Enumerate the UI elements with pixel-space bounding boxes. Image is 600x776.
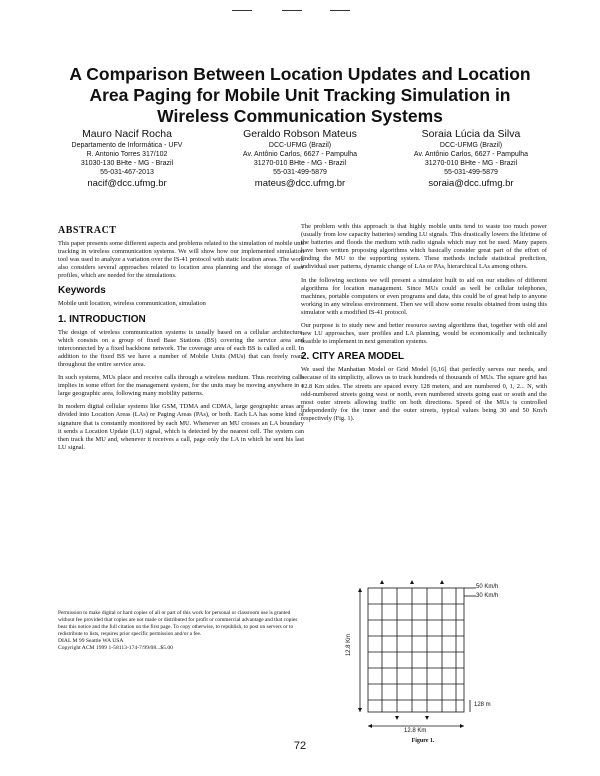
title-line: Area Paging for Mobile Unit Tracking Simulation in bbox=[89, 85, 511, 105]
body-paragraph: In the following sections we will present a simulator built to aid on our studies of different algorithms for location management. Since MUs could as well be cellular telephones, machines, portable computers or even programs and data, this could be of great help to anyone working in any wireless environment. Then we will show some results obtained from using this simulator with a modified IS-41 protocol. bbox=[301, 276, 547, 316]
author-email: nacif@dcc.ufmg.br bbox=[87, 178, 167, 189]
author-2 bbox=[215, 128, 385, 190]
permission-notice bbox=[58, 610, 304, 652]
author-name: Geraldo Robson Mateus bbox=[243, 128, 357, 140]
author-email: soraia@dcc.ufmg.br bbox=[428, 178, 514, 189]
venue-line: DIAL M 99 Seattle WA USA bbox=[58, 638, 124, 644]
figure-caption: Figure 1. bbox=[411, 738, 435, 744]
page-number: 72 bbox=[293, 740, 307, 752]
author-city: 31270-010 BHte - MG - Brazil bbox=[424, 160, 518, 167]
author-name: Soraia Lúcia da Silva bbox=[421, 128, 521, 140]
author-affiliation: DCC-UFMG (Brazil) bbox=[439, 142, 503, 149]
side-length-label: 12.8 Km bbox=[346, 633, 353, 657]
author-phone: 55-031-499-5879 bbox=[444, 169, 498, 176]
author-address: R. Antonio Torres 317/102 bbox=[86, 151, 168, 158]
author-affiliation: Departamento de Informática - UFV bbox=[71, 142, 183, 149]
keywords-text: Mobile unit location, wireless communication, simulation bbox=[58, 300, 206, 308]
inner-speed-label: 30 Km/h bbox=[476, 593, 499, 599]
right-column bbox=[301, 223, 547, 428]
title-line: Wireless Communication Systems bbox=[157, 106, 443, 126]
author-phone: 55-031-467-2013 bbox=[100, 169, 154, 176]
paper-title bbox=[50, 64, 550, 127]
body-paragraph: Our purpose is to study new and better resource saving algorithms that, together with old and new LU approaches, user profiles and LA planning, would be economically and technically feasible to implement in next generation systems. bbox=[301, 322, 547, 346]
abstract-heading: ABSTRACT bbox=[58, 225, 117, 236]
author-3 bbox=[386, 128, 556, 190]
abstract-text: This paper presents some different aspects and problems related to the simulation of mobile unit tracking in wireless communication systems. We will show how our implemented simulation tool was used to analyze a variation over the IS-41 protocol with static location areas. The work also considers several approaches related to location area planning and the storage of user profiles, which are needed for the simulations. bbox=[58, 240, 304, 280]
grid-diagram bbox=[352, 580, 494, 740]
author-email: mateus@dcc.ufmg.br bbox=[254, 178, 346, 189]
body-paragraph: The problem with this approach is that highly mobile units tend to waste too much power (usually from low capacity batteries) sending LU signals. This drastically lowers the lifetime of the batteries and floods the medium with radio signals which may not be used. Many papers have been written proposing algorithms which basically consider great part of the effort of finding the MU to the supporting system. These methods include statistical prediction, individual user patterns, dynamic change of LAs or PAs, hierarchical LAs among others. bbox=[301, 223, 547, 271]
title-line: A Comparison Between Location Updates and Location bbox=[69, 64, 531, 84]
permission-text: Permission to make digital or hard copies of all or part of this work for personal or classroom use is granted without fee provided that copies are not made or distributed for profit or commercial advantage and that copies bear this notice and the full citation on the first page. To copy otherwise, to republish, to post on servers or to redistribute to lists, requires prior specific permission and/or a fee. bbox=[58, 610, 298, 637]
street-spacing-label: 128 m bbox=[474, 702, 491, 708]
figure-1 bbox=[346, 580, 499, 746]
intro-paragraph: In such systems, MUs place and receive calls through a wireless medium. Thus receiving calls implies in some effort for the management system, for the units may be moving anywhere in a large geographic area, following many mobility patterns. bbox=[58, 374, 304, 398]
copyright-line: Copyright ACM 1999 1-58113-174-7/99/08...$5.00 bbox=[58, 645, 173, 651]
author-1 bbox=[42, 128, 212, 190]
author-address: Av. Antônio Carlos, 6627 - Pampulha bbox=[242, 151, 358, 158]
introduction-heading: 1. INTRODUCTION bbox=[58, 313, 146, 325]
keywords-heading: Keywords bbox=[58, 285, 106, 297]
author-city: 31030-130 BHte - MG - Brazil bbox=[80, 160, 174, 167]
author-phone: 55-031-499-5879 bbox=[273, 169, 327, 176]
crop-marks bbox=[0, 10, 600, 16]
intro-paragraph: The design of wireless communication systems is usually based on a cellular architecture, which consists on a group of fixed Base Stations (BS) covering the service area and interconnected by a fixed backbone network. The coverage area of each BS is called a cell. In addition to the fixed BS we have a number of Mobile Units (MUs) that can freely roam throughout the entire service area. bbox=[58, 328, 304, 368]
author-address: Av. Antônio Carlos, 6627 - Pampulha bbox=[413, 151, 529, 158]
author-city: 31270-010 BHte - MG - Brazil bbox=[253, 160, 347, 167]
left-column bbox=[58, 223, 304, 457]
city-area-heading: 2. CITY AREA MODEL bbox=[301, 351, 404, 363]
author-name: Mauro Nacif Rocha bbox=[82, 128, 172, 140]
intro-paragraph: In modern digital cellular systems like GSM, TDMA and CDMA, large geographic areas are divided into Location Areas (LAs) or Paging Areas (PAs), or both. Each LA has some kind of signature that is constantly monitored by each MU. Whenever an MU crosses an LA boundary it sends a Location Update (LU) signal, which is detected by the nearest cell. The system can then track the MU and, whenever it receives a call, page only the LA in which he sent his last LU signal. bbox=[58, 403, 304, 451]
city-area-paragraph: We used the Manhattan Model or Grid Model [6,16] that perfectly serves our needs, and because of its simplicity, allows us to track hundreds of thousands of MUs. The square grid has 12.8 Km sides. The streets are spaced every 128 meters, and are numbered 0, 1, 2... N, with odd-numbered streets going west or north, even numbered streets going east or south and the most outer streets allowing traffic on both directions. Speed of the MUs is controlled independently for the inner and the outer streets, typical values being 30 and 50 Km/h respectively (Fig. 1). bbox=[301, 366, 547, 422]
outer-speed-label: 50 Km/h bbox=[476, 584, 499, 590]
author-affiliation: DCC-UFMG (Brazil) bbox=[268, 142, 332, 149]
bottom-length-label: 12.8 Km bbox=[404, 728, 427, 734]
